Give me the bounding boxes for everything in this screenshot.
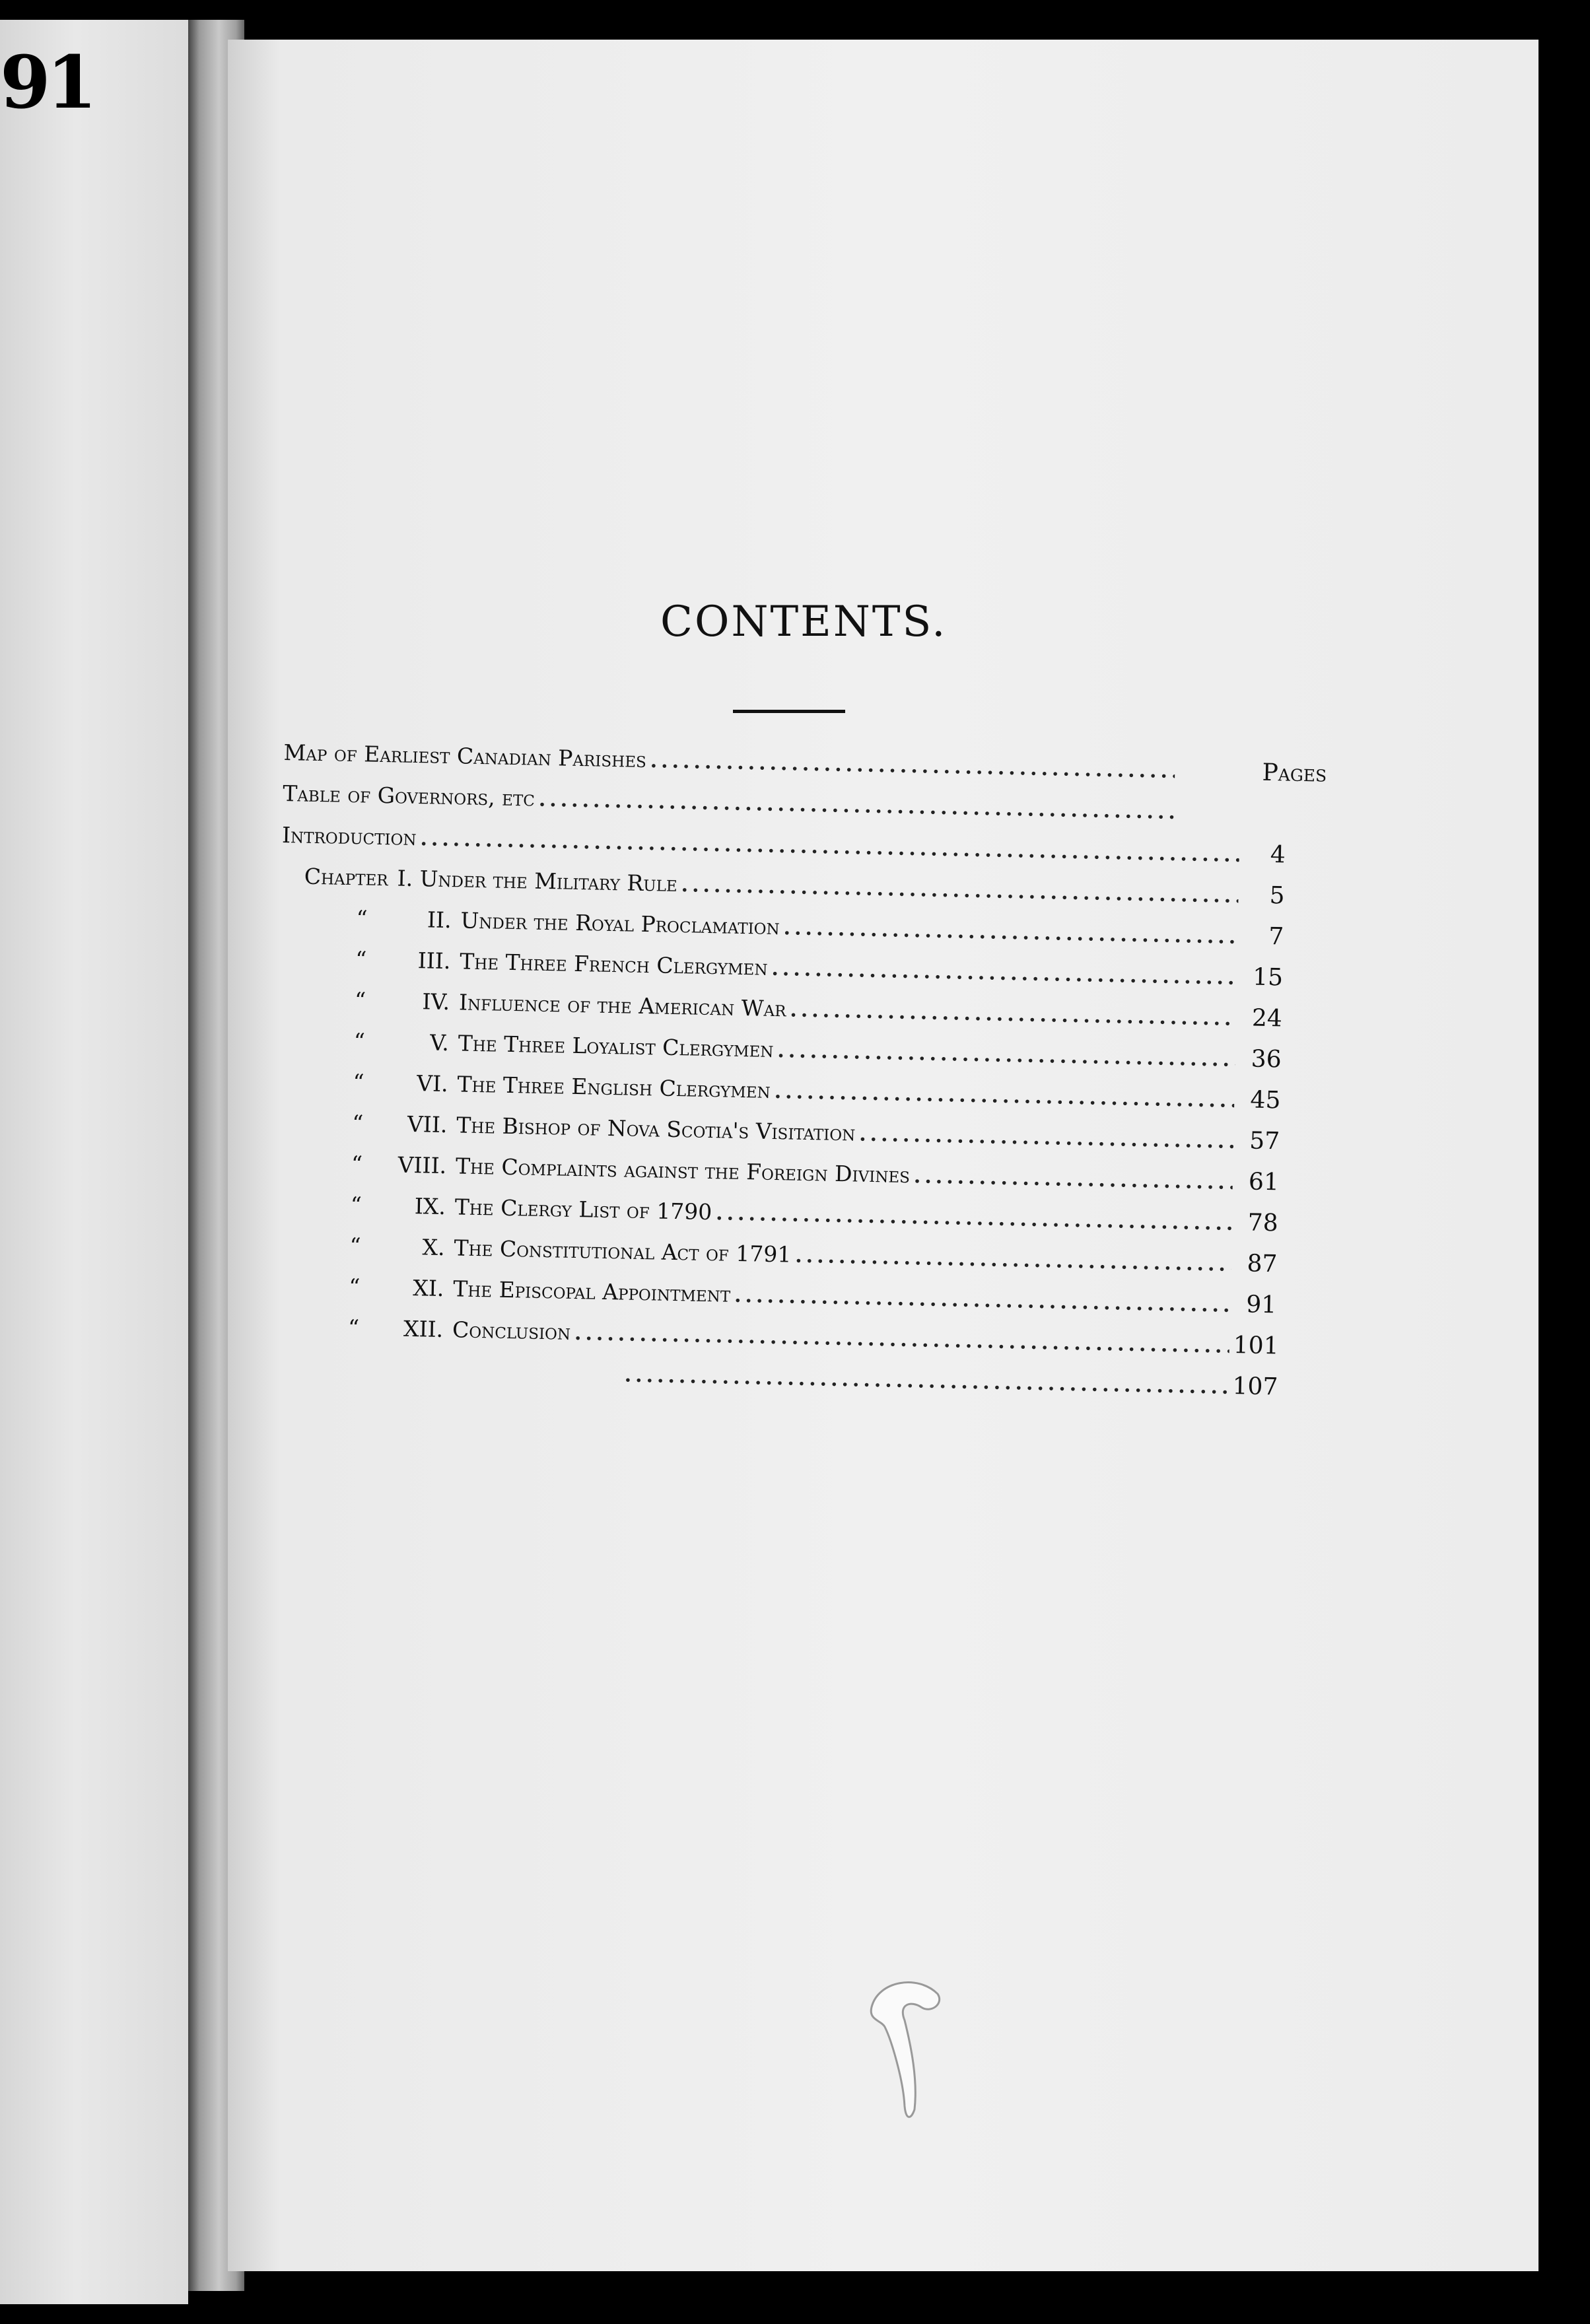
chapter-number: VI. [416, 1070, 448, 1097]
chapter-number: IX. [414, 1193, 446, 1220]
chapter-number: XI. [412, 1275, 444, 1302]
chapter-page: 78 [1247, 1209, 1279, 1237]
chapter-title: The Bishop of Nova Scotia's Visitation [456, 1112, 856, 1146]
toc-entry-label: Map of Earliest Canadian Parishes [283, 739, 647, 773]
table-of-contents [269, 739, 1327, 1473]
chapter-title: The Three Loyalist Clergymen [458, 1030, 774, 1062]
leader-dots [790, 998, 1236, 1031]
ditto-mark: “ [353, 1069, 364, 1095]
leader-dots [774, 1080, 1234, 1112]
chapter-number: VIII. [398, 1151, 447, 1179]
chapter-title: The Constitutional Act of 1791 [454, 1235, 792, 1268]
chapter-title: The Three English Clergymen [457, 1071, 771, 1103]
chapter-page: 87 [1247, 1250, 1278, 1278]
facing-page [0, 20, 188, 2304]
chapter-number: VII. [407, 1111, 448, 1138]
paper-stain [858, 1967, 964, 2126]
chapter-page: 45 [1250, 1086, 1281, 1114]
pages-column-header: Pages [1262, 759, 1327, 788]
leader-dots [795, 1245, 1231, 1276]
ditto-mark: “ [356, 905, 368, 932]
chapter-number: IV. [422, 988, 450, 1015]
toc-entry-page: 4 [1270, 841, 1286, 869]
chapter-number: V. [429, 1029, 450, 1056]
leader-dots [771, 957, 1237, 990]
chapter-title: Under the Military Rule [419, 866, 678, 897]
ditto-mark: “ [351, 1110, 364, 1136]
leader-dots [783, 916, 1237, 949]
leader-dots [777, 1039, 1235, 1072]
chapter-number: III. [417, 947, 451, 974]
ditto-mark: “ [355, 946, 367, 973]
title-rule [733, 710, 845, 713]
chapter-title: The Episcopal Appointment [452, 1276, 731, 1307]
folio-number: 91 [0, 40, 94, 125]
ditto-mark: “ [348, 1274, 361, 1300]
chapter-number: II. [427, 906, 452, 934]
chapter-title: The Clergy List of 1790 [454, 1194, 712, 1225]
chapter-title: Conclusion [452, 1316, 571, 1345]
leader-dots [859, 1123, 1233, 1153]
ditto-mark: “ [354, 987, 366, 1013]
trailing-page: 107 [1232, 1373, 1278, 1401]
chapter-number: X. [422, 1234, 445, 1261]
toc-entry-label: Introduction [281, 821, 417, 851]
leader-dots [716, 1202, 1232, 1235]
chapter-title: Under the Royal Proclamation [460, 907, 780, 940]
chapter-prefix: Chapter [304, 863, 389, 891]
ditto-mark: “ [353, 1028, 366, 1054]
chapter-page: 101 [1233, 1332, 1279, 1360]
ditto-mark: “ [351, 1151, 363, 1177]
chapter-title: The Complaints against the Foreign Divines [455, 1153, 911, 1188]
ditto-mark: “ [347, 1315, 360, 1341]
chapter-page: 36 [1251, 1045, 1282, 1074]
leader-dots [681, 873, 1239, 908]
chapter-title: Influence of the American War [458, 989, 786, 1022]
ditto-mark: “ [350, 1192, 363, 1218]
chapter-page: 24 [1251, 1004, 1283, 1033]
chapter-page: 15 [1252, 963, 1284, 992]
chapter-title: The Three French Clergymen [459, 948, 768, 980]
chapter-number: I. [397, 865, 413, 891]
ditto-mark: “ [349, 1233, 361, 1259]
chapter-page: 91 [1245, 1291, 1277, 1319]
chapter-page: 7 [1268, 922, 1284, 951]
toc-entry-label: Table of Governors, etc [282, 780, 536, 811]
chapter-page: 57 [1249, 1127, 1280, 1155]
chapter-number: XII. [403, 1315, 444, 1343]
leader-dots [734, 1284, 1231, 1317]
chapter-page: 61 [1248, 1168, 1280, 1196]
leader-dots [914, 1165, 1233, 1194]
chapter-page: 5 [1269, 882, 1285, 910]
page-title: CONTENTS. [660, 598, 948, 646]
